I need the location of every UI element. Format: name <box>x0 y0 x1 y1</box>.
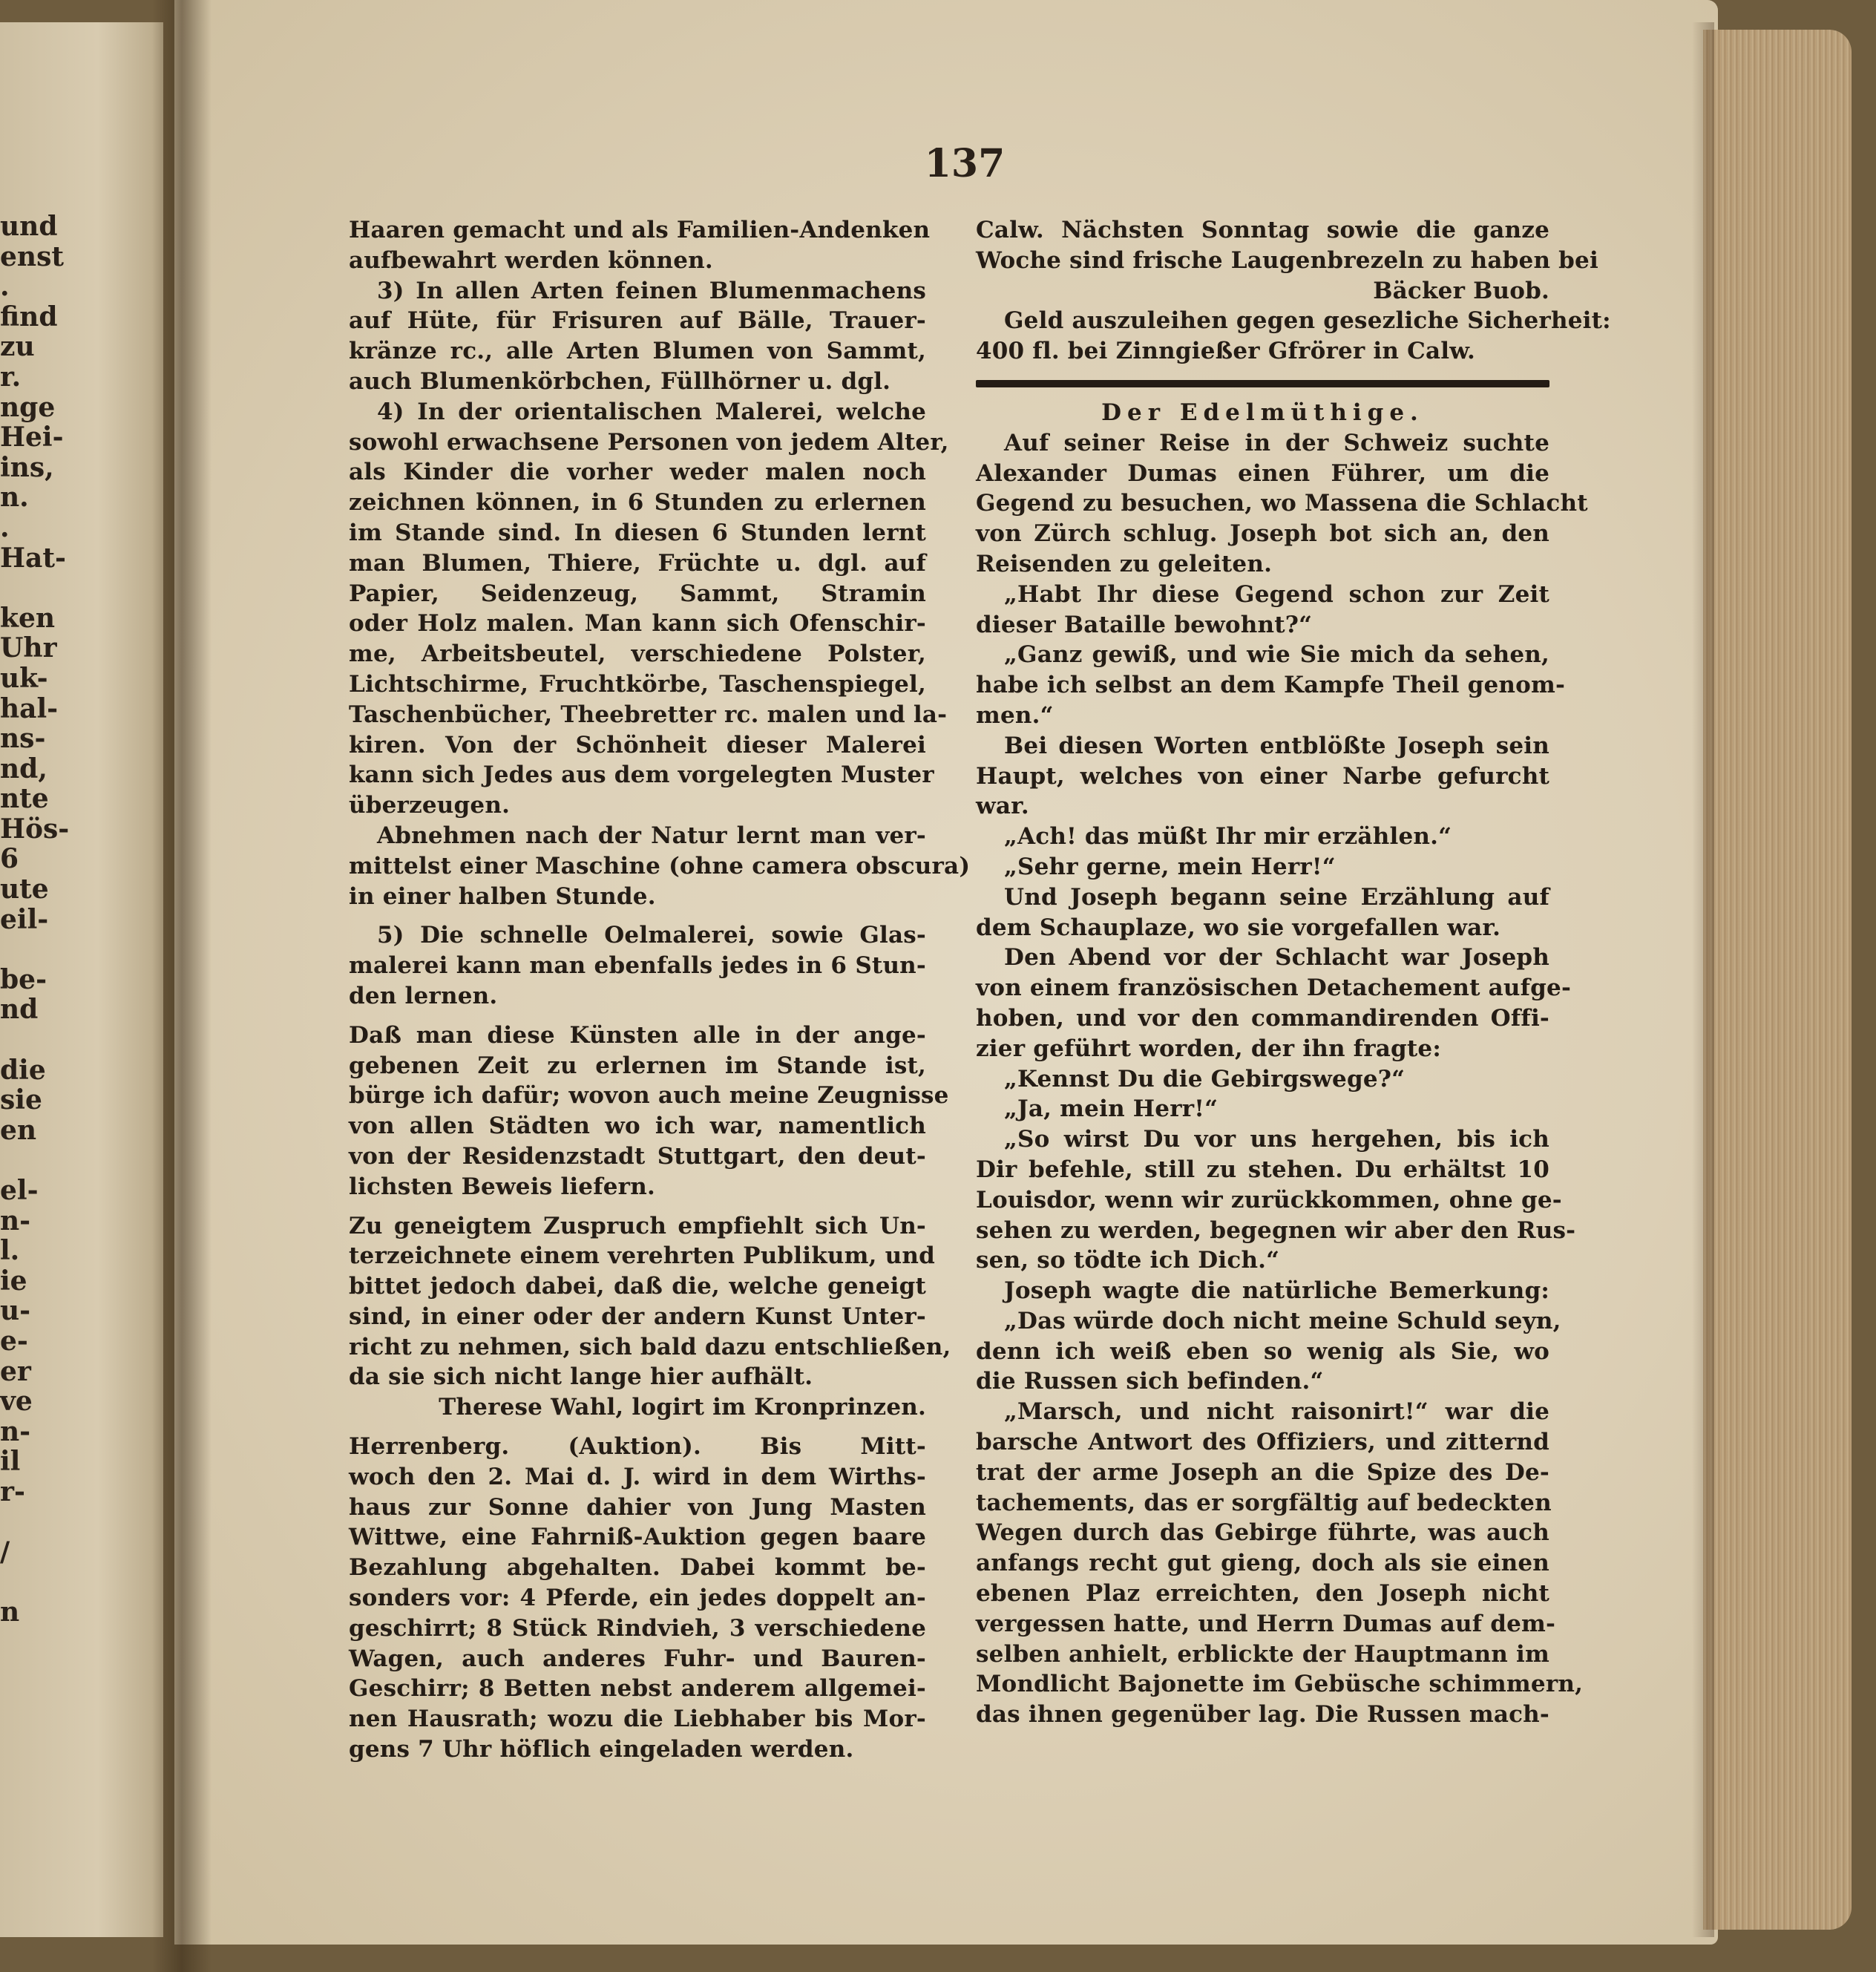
book-gutter <box>152 0 211 1972</box>
text-line: aufbewahrt werden können. <box>349 246 713 274</box>
text-line: Lichtschirme, Fruchtkörbe, Taschenspiegel, <box>349 670 926 698</box>
fragment-line <box>0 1568 52 1598</box>
left-column <box>349 215 971 1765</box>
left-page-fragments <box>0 211 70 1628</box>
text-line: im Stande sind. In diesen 6 Stunden lernt <box>349 519 926 546</box>
text-line: Und Joseph begann seine Erzählung auf <box>1004 883 1549 911</box>
text-line: Herrenberg. (Auktion). Bis Mitt- <box>349 1433 926 1461</box>
text-line: mittelst einer Maschine (ohne camera obscura) <box>349 852 971 879</box>
text-line: „Ganz gewiß, und wie Sie mich da sehen, <box>1004 641 1549 669</box>
fragment-line: en <box>0 1114 37 1146</box>
text-line: Wittwe, eine Fahrniß-Auktion gegen baare <box>349 1524 926 1551</box>
text-line: Abnehmen nach der Natur lernt man ver- <box>377 822 926 849</box>
text-line: nen Hausrath; wozu die Liebhaber bis Mor- <box>349 1706 926 1733</box>
text-line: Taschenbücher, Theebretter rc. malen und la- <box>349 701 948 728</box>
fragment-line: ken <box>0 602 56 634</box>
text-line: die Russen sich befinden.“ <box>976 1368 1324 1395</box>
fragment-line: nge <box>0 391 56 423</box>
text-line: Therese Wahl, logirt im Kronprinzen. <box>439 1394 926 1421</box>
text-line: trat der arme Joseph an die Spize des De- <box>976 1458 1549 1486</box>
fragment-line: n. <box>0 482 29 514</box>
text-line: 400 fl. bei Zinngießer Gfrörer in Calw. <box>976 338 1476 365</box>
text-line: „So wirst Du vor uns hergehen, bis ich <box>1004 1126 1549 1153</box>
fragment-line: r. <box>0 361 22 393</box>
text-line <box>349 1202 926 1211</box>
fragment-line <box>0 1025 52 1055</box>
text-line: denn ich weiß eben so wenig als Sie, wo <box>976 1337 1549 1365</box>
text-line: habe ich selbst an dem Kampfe Theil genom- <box>976 672 1566 699</box>
text-line <box>349 1423 926 1432</box>
announcements <box>976 215 1611 367</box>
text-line: Woche sind frische Laugenbrezeln zu haben bei <box>976 246 1598 274</box>
page-edges <box>1703 30 1852 1930</box>
text-line: 5) Die schnelle Oelmalerei, sowie Glas- <box>377 922 926 949</box>
text-line: Gegend zu besuchen, wo Massena die Schlacht <box>976 490 1588 517</box>
fragment-line: n <box>0 1596 20 1628</box>
text-line: Bäcker Buob. <box>1373 277 1549 304</box>
text-line: sehen zu werden, begegnen wir aber den Rus- <box>976 1216 1576 1244</box>
text-line: sowohl erwachsene Personen von jedem Alter, <box>349 428 949 456</box>
text-line: anfangs recht gut gieng, doch als sie einen <box>976 1550 1549 1577</box>
text-line: „Kennst Du die Gebirgswege?“ <box>1004 1065 1406 1093</box>
fragment-line: nd, <box>0 753 47 784</box>
fragment-line: Hös- <box>0 813 70 845</box>
text-line: Louisdor, wenn wir zurückkommen, ohne ge- <box>976 1186 1562 1213</box>
fragment-line: u- <box>0 1295 31 1327</box>
text-line: kiren. Von der Schönheit dieser Malerei <box>349 731 926 759</box>
fragment-line: n- <box>0 1205 31 1236</box>
text-line: in einer halben Stunde. <box>349 882 656 910</box>
fragment-line: Uhr <box>0 632 57 664</box>
fragment-line: ie <box>0 1265 27 1297</box>
text-line: Mondlicht Bajonette im Gebüsche schimmern, <box>976 1671 1584 1698</box>
text-line: als Kinder die vorher weder malen noch <box>349 459 926 486</box>
text-line: richt zu nehmen, sich bald dazu entschließen, <box>349 1333 951 1360</box>
fragment-line: n- <box>0 1415 31 1447</box>
text-line: sind, in einer oder der andern Kunst Unter- <box>349 1303 926 1330</box>
text-line: tachements, das er sorgfältig auf bedeckten <box>976 1489 1552 1516</box>
fragment-line: uk- <box>0 662 48 694</box>
text-line: woch den 2. Mai d. J. wird in dem Wirths- <box>349 1463 926 1490</box>
text-line: zier geführt worden, der ihn fragte: <box>976 1035 1441 1062</box>
fragment-line: ute <box>0 874 49 905</box>
text-line: das ihnen gegenüber lag. Die Russen mach- <box>976 1701 1549 1729</box>
fragment-line: ns- <box>0 723 46 755</box>
text-line: überzeugen. <box>349 792 511 819</box>
text-line: Den Abend vor der Schlacht war Joseph <box>1004 944 1549 972</box>
text-line: Joseph wagte die natürliche Bemerkung: <box>1004 1277 1549 1305</box>
fragment-line: / <box>0 1536 10 1568</box>
text-line: zeichnen können, in 6 Stunden zu erlernen <box>349 489 926 517</box>
text-line: man Blumen, Thiere, Früchte u. dgl. auf <box>349 549 926 577</box>
text-line: oder Holz malen. Man kann sich Ofenschir- <box>349 610 926 638</box>
fragment-line: r- <box>0 1475 25 1507</box>
text-line: Dir befehle, still zu stehen. Du erhältst 10 <box>976 1156 1549 1183</box>
text-line: sonders vor: 4 Pferde, ein jedes doppelt an- <box>349 1585 926 1612</box>
fragment-line: e- <box>0 1325 28 1357</box>
text-line: malerei kann man ebenfalls jedes in 6 Stun- <box>349 952 926 980</box>
text-line: den lernen. <box>349 982 498 1009</box>
edge-shadow <box>1692 22 1714 1937</box>
section-rule <box>976 380 1549 387</box>
text-line: men.“ <box>976 701 1054 729</box>
fragment-line <box>0 573 52 603</box>
fragment-line: ins, <box>0 451 54 483</box>
text-line: Bei diesen Worten entblößte Joseph sein <box>1004 732 1549 759</box>
fragment-line: und <box>0 211 58 242</box>
fragment-line <box>0 934 52 965</box>
text-line: bittet jedoch dabei, daß die, welche geneigt <box>349 1273 926 1300</box>
fragment-line: die <box>0 1054 46 1086</box>
text-line: „Das würde doch nicht meine Schuld seyn, <box>1004 1307 1561 1334</box>
text-line: sen, so tödte ich Dich.“ <box>976 1247 1280 1274</box>
text-line: lichsten Beweis liefern. <box>349 1173 655 1200</box>
text-line: Wegen durch das Gebirge führte, was auch <box>976 1519 1549 1547</box>
text-line: von Zürch schlug. Joseph bot sich an, den <box>976 520 1549 548</box>
story-text <box>976 428 1588 1730</box>
text-line: vergessen hatte, und Herrn Dumas auf dem- <box>976 1610 1556 1637</box>
story-title: Der Edelmüthige. <box>1101 399 1424 426</box>
fragment-line: el- <box>0 1175 39 1206</box>
text-line: Calw. Nächsten Sonntag sowie die ganze <box>976 217 1549 243</box>
text-line: auch Blumenkörbchen, Füllhörner u. dgl. <box>349 367 891 395</box>
text-line: „Sehr gerne, mein Herr!“ <box>1004 853 1336 880</box>
text-line: Geschirr; 8 Betten nebst anderem allgemei- <box>349 1675 926 1703</box>
fragment-line: enst <box>0 240 64 272</box>
fragment-line <box>0 1145 52 1176</box>
text-line <box>349 911 926 920</box>
text-line: kann sich Jedes aus dem vorgelegten Muster <box>349 761 934 789</box>
text-line: 4) In der orientalischen Malerei, welche <box>377 398 926 425</box>
text-line: Alexander Dumas einen Führer, um die <box>976 459 1549 487</box>
text-line: selben anhielt, erblickte der Hauptmann im <box>976 1640 1549 1668</box>
text-line: 3) In allen Arten feinen Blumenmachens <box>377 277 926 304</box>
fragment-line: eil- <box>0 903 49 935</box>
text-line: hoben, und vor den commandirenden Offi- <box>976 1004 1549 1032</box>
text-line: war. <box>976 793 1029 820</box>
text-line: Haupt, welches von einer Narbe gefurcht <box>976 762 1549 790</box>
right-column <box>976 215 1611 1730</box>
text-line: von einem französischen Detachement aufge- <box>976 974 1572 1002</box>
text-line: bürge ich dafür; wovon auch meine Zeugnisse <box>349 1082 949 1110</box>
text-line: me, Arbeitsbeutel, verschiedene Polster, <box>349 641 926 668</box>
fragment-line: ve <box>0 1386 33 1418</box>
text-line: „Ach! das müßt Ihr mir erzählen.“ <box>1004 823 1452 851</box>
text-line: barsche Antwort des Offiziers, und zitternd <box>976 1429 1549 1456</box>
text-line: „Ja, mein Herr!“ <box>1004 1095 1219 1123</box>
text-line: Papier, Seidenzeug, Sammt, Stramin <box>349 580 926 607</box>
fragment-line: Hat- <box>0 542 66 574</box>
text-line: Geld auszuleihen gegen gesezliche Sicherheit: <box>1004 307 1611 335</box>
text-line: Auf seiner Reise in der Schweiz suchte <box>1004 429 1549 456</box>
fragment-line: er <box>0 1355 31 1387</box>
text-line: Reisenden zu geleiten. <box>976 550 1273 577</box>
fragment-line: sie <box>0 1084 42 1116</box>
text-line: kränze rc., alle Arten Blumen von Sammt, <box>349 338 926 365</box>
text-line: Zu geneigtem Zuspruch empfiehlt sich Un- <box>349 1212 926 1239</box>
fragment-line: zu <box>0 331 35 363</box>
page-number: 137 <box>924 141 1006 186</box>
fragment-line <box>0 1507 52 1538</box>
fragment-line: nte <box>0 783 49 815</box>
text-line: gebenen Zeit zu erlernen im Stande ist, <box>349 1052 926 1079</box>
fragment-line: il <box>0 1446 21 1478</box>
text-line: von der Residenzstadt Stuttgart, den deut- <box>349 1142 926 1170</box>
fragment-line: l. <box>0 1235 20 1267</box>
text-line: auf Hüte, für Frisuren auf Bälle, Trauer- <box>349 307 926 335</box>
text-line: dem Schauplaze, wo sie vorgefallen war. <box>976 914 1501 941</box>
text-line: dieser Bataille bewohnt?“ <box>976 611 1313 638</box>
text-line: Wagen, auch anderes Fuhr- und Bauren- <box>349 1645 926 1672</box>
text-line: von allen Städten wo ich war, namentlich <box>349 1113 926 1140</box>
text-line: „Marsch, und nicht raisonirt!“ war die <box>1004 1398 1549 1426</box>
fragment-line: Hei- <box>0 422 64 453</box>
text-line <box>349 1012 926 1021</box>
fragment-line: nd <box>0 994 39 1026</box>
text-line: „Habt Ihr diese Gegend schon zur Zeit <box>1004 580 1549 608</box>
text-line: terzeichnete einem verehrten Publikum, und <box>349 1242 936 1270</box>
text-line: gens 7 Uhr höflich eingeladen werden. <box>349 1736 854 1763</box>
text-line: geschirrt; 8 Stück Rindvieh, 3 verschiedene <box>349 1614 926 1642</box>
fragment-line: hal- <box>0 692 59 724</box>
fragment-line: 6 <box>0 843 19 875</box>
text-line: Daß man diese Künsten alle in der ange- <box>349 1021 926 1049</box>
fragment-line: . <box>0 511 10 543</box>
fragment-line: . <box>0 271 10 303</box>
fragment-line: be- <box>0 963 47 995</box>
text-line: ebenen Plaz erreichten, den Joseph nicht <box>976 1580 1549 1608</box>
text-line: Haaren gemacht und als Familien-Andenken <box>349 217 931 243</box>
text-line: Bezahlung abgehalten. Dabei kommt be- <box>349 1554 926 1582</box>
text-line: da sie sich nicht lange hier aufhält. <box>349 1363 813 1391</box>
fragment-line: find <box>0 301 58 333</box>
text-line: haus zur Sonne dahier von Jung Masten <box>349 1493 926 1521</box>
